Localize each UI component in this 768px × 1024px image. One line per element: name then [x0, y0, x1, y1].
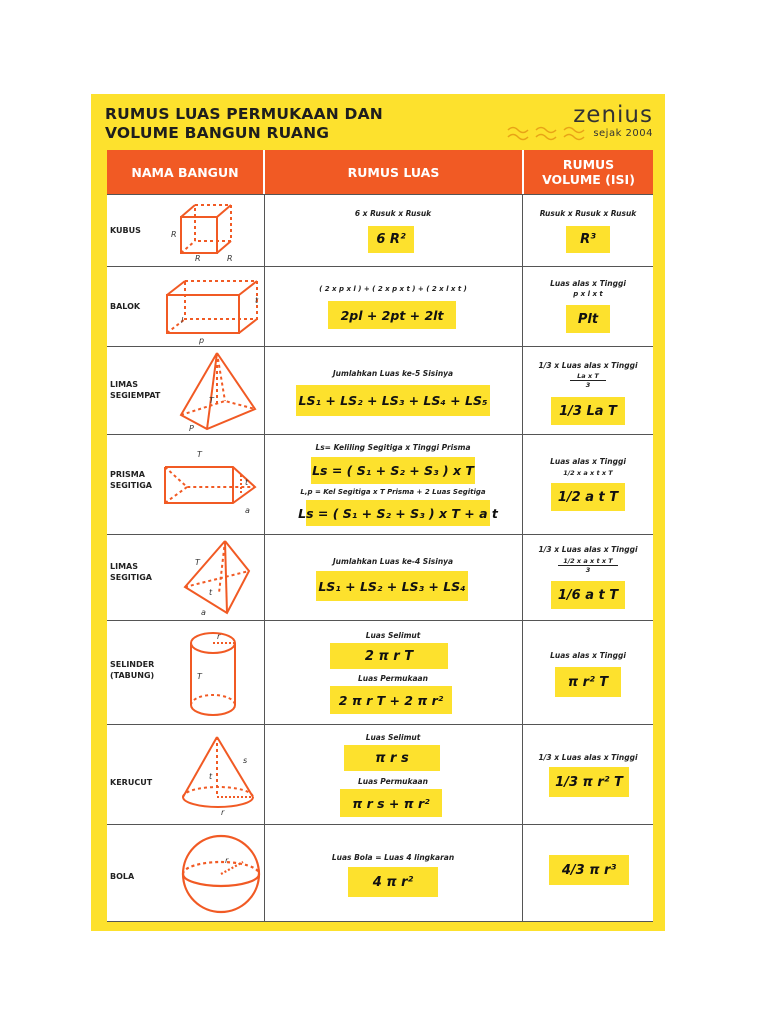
- fraction-denominator: 3: [585, 566, 591, 574]
- fraction-denominator: 3: [585, 381, 591, 389]
- volume-note: Luas alas x Tinggi: [550, 279, 626, 288]
- area-note-1: Ls= Keliling Segitiga x Tinggi Prisma: [315, 443, 471, 452]
- area-note: ( 2 x p x l ) + ( 2 x p x t ) + ( 2 x l x t ): [319, 285, 467, 293]
- table-row-prisma-segitiga: [107, 434, 653, 535]
- shape-name: BOLA: [110, 872, 135, 881]
- shape-label: s: [243, 756, 248, 765]
- volume-note: 1/3 x Luas alas x Tinggi: [538, 361, 638, 370]
- brand-since: sejak 2004: [593, 128, 653, 139]
- shape-label: r: [225, 856, 229, 865]
- shape-label: t: [209, 772, 213, 781]
- table-bottom-border: [107, 921, 653, 922]
- shape-label: P: [189, 424, 194, 433]
- volume-formula: 4/3 π r³: [549, 855, 629, 885]
- table-row-kerucut: [107, 724, 653, 825]
- cube-shape-icon: [167, 199, 257, 263]
- area-note: Jumlahkan Luas ke-4 Sisinya: [332, 557, 454, 566]
- area-formula: LS₁ + LS₂ + LS₃ + LS₄ + LS₅: [296, 385, 490, 416]
- shape-label: T: [197, 672, 202, 681]
- volume-formula: R³: [566, 226, 610, 253]
- column-header-area: RUMUS LUAS: [265, 150, 522, 194]
- volume-formula: 1/3 La T: [551, 397, 625, 425]
- area-formula-2: 2 π r T + 2 π r²: [330, 686, 452, 714]
- volume-fraction: [558, 557, 618, 574]
- shape-name: SELINDER (TABUNG): [110, 660, 155, 680]
- volume-sub: p x l x t: [573, 290, 603, 298]
- volume-formula: 1/6 a t T: [551, 581, 625, 609]
- table-row-bola: [107, 824, 653, 922]
- column-header-name: NAMA BANGUN: [107, 150, 263, 194]
- area-formula-1: Ls = ( S₁ + S₂ + S₃ ) x T: [311, 457, 475, 484]
- table-row-limas-segitiga: [107, 534, 653, 621]
- volume-note: 1/3 x Luas alas x Tinggi: [538, 545, 638, 554]
- volume-formula: 1/2 a t T: [551, 483, 625, 511]
- area-formula-1: π r s: [344, 745, 440, 771]
- area-note-1: Luas Selimut: [365, 733, 421, 742]
- cylinder-shape-icon: [179, 627, 249, 721]
- volume-note: 1/3 x Luas alas x Tinggi: [538, 753, 638, 762]
- title-line-2: VOLUME BANGUN RUANG: [105, 124, 330, 142]
- table-row-kubus: [107, 194, 653, 267]
- shape-label: a: [201, 608, 206, 617]
- shape-name: PRISMA SEGITIGA: [110, 470, 152, 490]
- shape-label: p: [199, 336, 205, 345]
- shape-label: R: [171, 230, 177, 239]
- shape-name: KUBUS: [110, 226, 141, 235]
- cone-shape-icon: [173, 731, 263, 821]
- shape-label: R: [195, 254, 201, 263]
- volume-formula: Plt: [566, 305, 610, 333]
- table-row-selinder: [107, 620, 653, 725]
- column-header-volume: RUMUS VOLUME (ISI): [524, 150, 653, 194]
- volume-formula: π r² T: [555, 667, 621, 697]
- area-formula-2: π r s + π r²: [340, 789, 442, 817]
- area-formula: LS₁ + LS₂ + LS₃ + LS₄: [316, 571, 468, 601]
- area-note-2: L,p = Kel Segitiga x T Prisma + 2 Luas Segitiga: [300, 488, 486, 496]
- cuboid-shape-icon: [159, 271, 261, 345]
- brand-name: zenius: [573, 102, 653, 128]
- shape-label: t: [245, 478, 249, 487]
- wave-icon: [506, 123, 586, 145]
- shape-label: t: [255, 296, 259, 305]
- area-formula: 6 R²: [368, 226, 414, 253]
- shape-label: l: [181, 316, 184, 325]
- area-note: Luas Bola = Luas 4 lingkaran: [331, 853, 455, 862]
- formula-table: [107, 150, 653, 922]
- sphere-shape-icon: [179, 829, 263, 919]
- shape-name: BALOK: [110, 302, 141, 311]
- triangular-pyramid-shape-icon: [179, 537, 261, 619]
- volume-formula: 1/3 π r² T: [549, 767, 629, 797]
- shape-name: LIMAS SEGIEMPAT: [110, 380, 161, 400]
- shape-label: r: [221, 808, 225, 817]
- fraction-numerator: La x T: [570, 372, 606, 381]
- poster: [91, 94, 665, 931]
- volume-sub: 1/2 x a x t x T: [563, 469, 613, 477]
- shape-label: T: [195, 558, 200, 567]
- table-row-balok: [107, 266, 653, 347]
- area-formula: 2pl + 2pt + 2lt: [328, 301, 456, 329]
- volume-note: Luas alas x Tinggi: [550, 457, 626, 466]
- shape-name: LIMAS SEGITIGA: [110, 562, 152, 582]
- fraction-numerator: 1/2 x a x t x T: [558, 557, 618, 566]
- area-note-2: Luas Permukaan: [358, 777, 428, 786]
- table-row-limas-segiempat: [107, 346, 653, 435]
- title-line-1: RUMUS LUAS PERMUKAAN DAN: [105, 105, 383, 123]
- volume-note: Rusuk x Rusuk x Rusuk: [539, 209, 637, 218]
- shape-name: KERUCUT: [110, 778, 153, 787]
- shape-label: T: [197, 450, 202, 459]
- shape-label: T: [209, 396, 214, 405]
- volume-fraction: [570, 372, 606, 389]
- area-note-2: Luas Permukaan: [358, 674, 428, 683]
- page-title: [105, 105, 383, 143]
- area-note: Jumlahkan Luas ke-5 Sisinya: [332, 369, 454, 378]
- area-note-1: Luas Selimut: [365, 631, 421, 640]
- square-pyramid-shape-icon: [173, 349, 263, 433]
- shape-label: r: [217, 632, 221, 641]
- area-formula-1: 2 π r T: [330, 643, 448, 669]
- volume-note: Luas alas x Tinggi: [550, 651, 626, 660]
- area-note: 6 x Rusuk x Rusuk: [354, 209, 432, 218]
- triangular-prism-shape-icon: [159, 443, 263, 519]
- shape-label: R: [227, 254, 233, 263]
- area-formula: 4 π r²: [348, 867, 438, 897]
- shape-label: t: [209, 588, 213, 597]
- area-formula-2: Ls = ( S₁ + S₂ + S₃ ) x T + a t: [306, 500, 490, 526]
- shape-label: a: [245, 506, 250, 515]
